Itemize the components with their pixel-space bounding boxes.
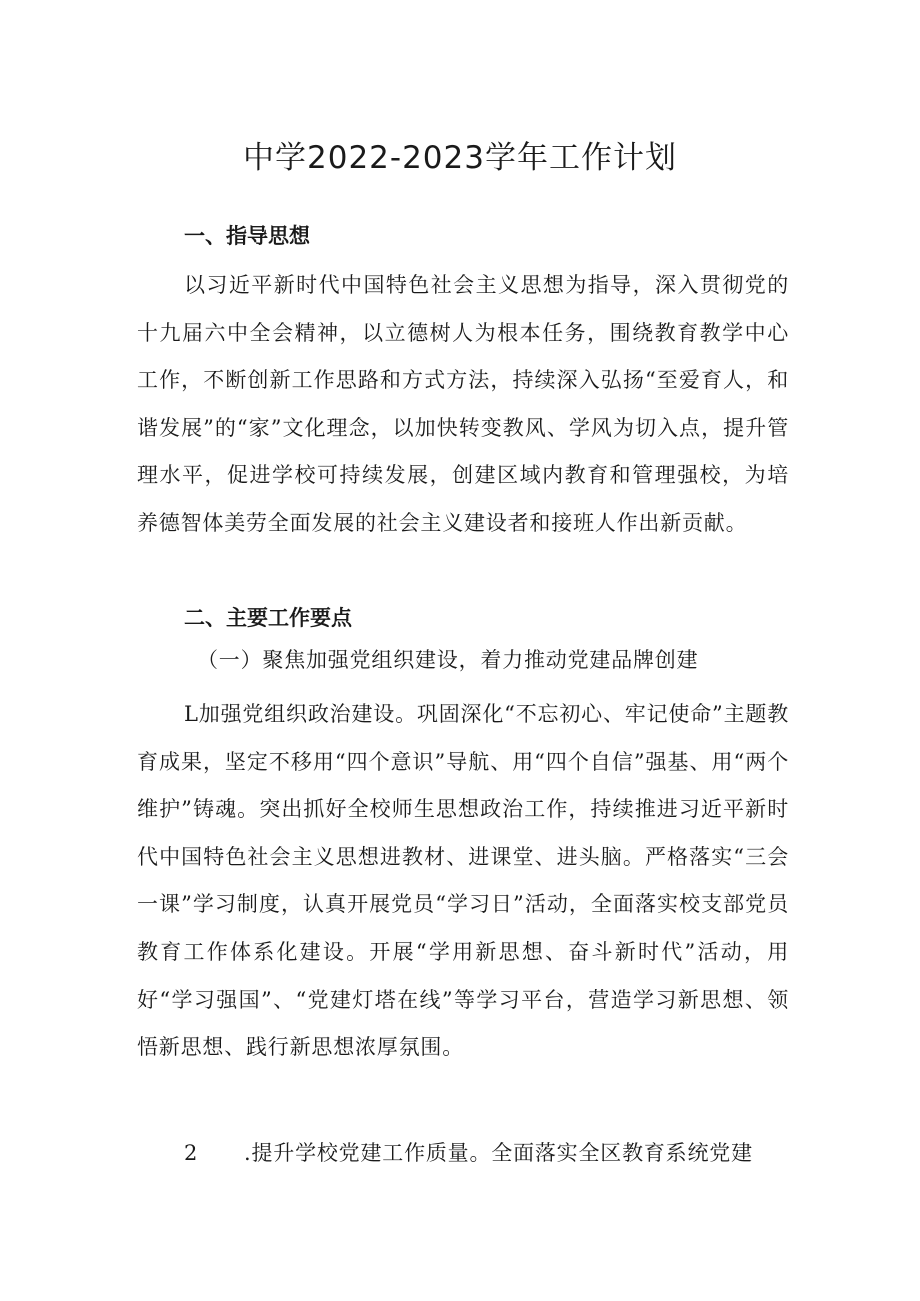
section-heading-main-points: 二、主要工作要点 <box>184 606 352 630</box>
document-title: 中学2022-2023学年工作计划 <box>243 140 677 176</box>
section-heading-guiding-ideology: 一、指导思想 <box>184 224 310 248</box>
subsection-heading-party-building: （一）聚焦加强党组织建设，着力推动党建品牌创建 <box>197 648 699 672</box>
work-item-1-paragraph: L加强党组织政治建设。巩固深化“不忘初心、牢记使命”主题教育成果，坚定不移用“四个意识”导航、用“四个自信”强基、用“两个维护”铸魂。突出抓好全校师生思想政治工作，持续推进习近平新时代中国特色社会主义思想进教材、进课堂、进头脑。严格落实“三会一课”学习制度，认真开展党员“学习日”活动，全面落实校支部党员教育工作体系化建设。开展“学用新思想、奋斗新时代”活动，用好“学习强国”、“党建灯塔在线”等学习平台，营造学习新思想、领悟新思想、践行新思想浓厚氛围。 <box>137 702 789 1060</box>
guiding-ideology-paragraph: 以习近平新时代中国特色社会主义思想为指导，深入贯彻党的十九届六中全会精神，以立德树人为根本任务，围绕教育教学中心工作，不断创新工作思路和方式方法，持续深入弘扬“至爱育人，和谐发展”的“家”文化理念，以加快转变教风、学风为切入点，提升管理水平，促进学校可持续发展，创建区域内教育和管理强校，为培养德智体美劳全面发展的社会主义建设者和接班人作出新贡献。 <box>137 273 789 535</box>
work-item-2-number: 2 <box>184 1141 199 1165</box>
work-item-2-text: .提升学校党建工作质量。全面落实全区教育系统党建 <box>244 1141 753 1165</box>
work-item-2-paragraph <box>137 1130 789 1178</box>
